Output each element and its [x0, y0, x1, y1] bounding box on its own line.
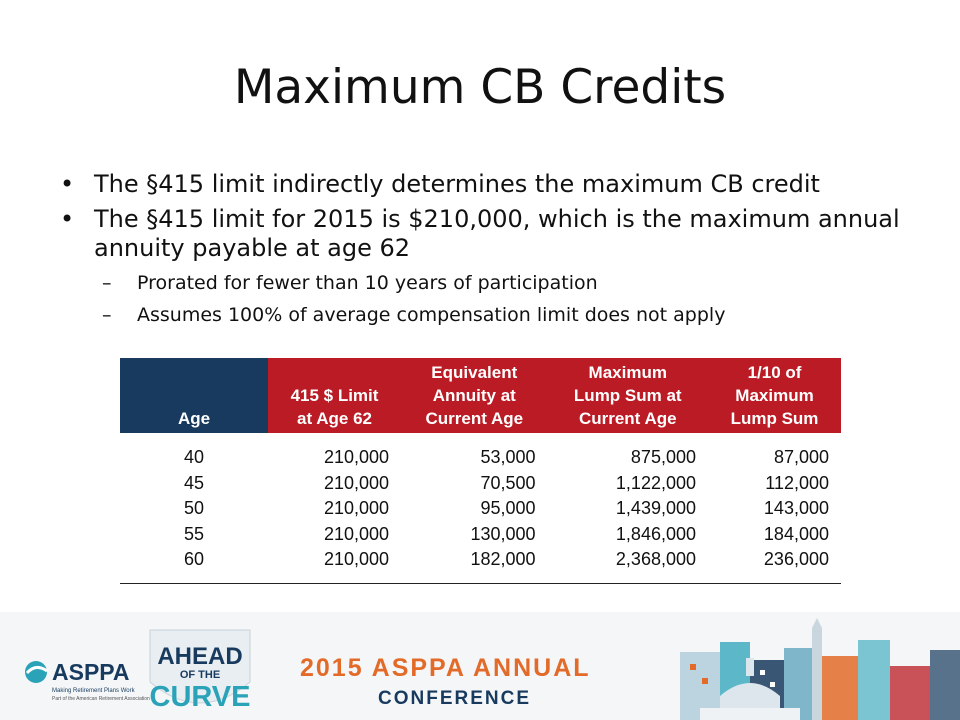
- table-row: [120, 496, 841, 522]
- sub-bullet-item: – Prorated for fewer than 10 years of participation: [60, 271, 900, 295]
- header-line: 1/10 of: [747, 363, 802, 382]
- cell-equivalent-annuity: 95,000: [480, 498, 536, 518]
- header-line: Current Age: [578, 409, 677, 428]
- window: [770, 682, 775, 687]
- cell-equivalent-annuity: 130,000: [470, 523, 536, 544]
- cell-maximum-lump-sum: 1,439,000: [615, 498, 696, 518]
- table-row: [120, 522, 841, 548]
- cell-maximum-lump-sum: 875,000: [630, 447, 696, 467]
- spacer-cell: [120, 433, 841, 445]
- cell-equivalent-annuity: 182,000: [470, 549, 536, 569]
- cell-415-limit: 210,000: [323, 447, 390, 467]
- header-line: Lump Sum: [730, 409, 819, 428]
- conference-footer-banner: [0, 612, 960, 720]
- table-row: [120, 547, 841, 573]
- cell-415-limit: 210,000: [323, 472, 390, 493]
- cell-age: 45: [183, 472, 205, 493]
- asppa-tagline: Making Retirement Plans Work: [52, 688, 135, 694]
- capitol-cupola: [746, 658, 754, 676]
- cell-415-limit: 210,000: [323, 523, 390, 544]
- building: [890, 666, 930, 720]
- washington-skyline-illustration: [680, 618, 960, 720]
- cell-one-tenth-lump-sum: 87,000: [773, 447, 829, 467]
- header-one-tenth-lump-sum: [708, 358, 841, 433]
- window: [702, 678, 708, 684]
- cell-maximum-lump-sum: 1,846,000: [615, 523, 696, 544]
- conference-title: 2015 ASPPA ANNUAL: [300, 654, 591, 682]
- ahead-of-the-curve-logo: [150, 630, 251, 713]
- conference-subtitle: CONFERENCE: [378, 688, 532, 709]
- cell-equivalent-annuity: 70,500: [480, 472, 536, 493]
- header-line: 415 $ Limit: [290, 386, 379, 405]
- of-the-text: OF THE: [179, 669, 221, 681]
- slide-title: Maximum CB Credits: [233, 60, 727, 115]
- table-spacer: [120, 433, 841, 445]
- header-line: Annuity at: [432, 386, 516, 405]
- header-415-limit: [268, 358, 401, 433]
- header-maximum-lump-sum: [548, 358, 708, 433]
- cell-415-limit: 210,000: [323, 549, 390, 569]
- table-row: [120, 445, 841, 471]
- cell-age: 60: [183, 549, 205, 569]
- table-row: [120, 471, 841, 497]
- cell-equivalent-annuity: 53,000: [480, 447, 536, 467]
- capitol-base: [700, 708, 800, 720]
- table-bottom-rule: [120, 573, 841, 584]
- asppa-subtagline: Part of the American Retirement Association: [52, 696, 150, 702]
- bullet-item: • The §415 limit indirectly determines the maximum CB credit: [60, 170, 900, 199]
- cell-one-tenth-lump-sum: 143,000: [763, 498, 829, 518]
- curve-text: CURVE: [149, 681, 251, 713]
- header-line: Maximum: [735, 386, 814, 405]
- bullet-item: • The §415 limit for 2015 is $210,000, which is the maximum annual annuity payable at age 62: [60, 205, 900, 263]
- building: [822, 656, 858, 720]
- header-equivalent-annuity: [401, 358, 548, 433]
- cell-age: 55: [183, 523, 205, 544]
- bullet-list: [60, 170, 900, 335]
- window: [690, 664, 696, 670]
- monument-tip: [812, 618, 822, 628]
- header-line: Equivalent: [431, 363, 518, 382]
- footer-artwork: [0, 612, 960, 720]
- cell-age: 40: [183, 447, 205, 467]
- rule-cell: [120, 573, 841, 584]
- cb-credit-table: [120, 358, 841, 584]
- header-line: Age: [177, 409, 211, 428]
- monument-obelisk: [812, 628, 822, 720]
- cell-maximum-lump-sum: 1,122,000: [615, 472, 696, 493]
- header-line: Current Age: [425, 409, 524, 428]
- building: [930, 650, 960, 720]
- table-header-row: [120, 358, 841, 433]
- asppa-logo: [25, 659, 150, 702]
- window: [760, 670, 765, 675]
- cell-one-tenth-lump-sum: 236,000: [763, 549, 829, 569]
- cell-415-limit: 210,000: [323, 498, 390, 518]
- building: [858, 640, 890, 720]
- sub-bullet-item: – Assumes 100% of average compensation limit does not apply: [60, 303, 900, 327]
- header-line: at Age 62: [297, 409, 372, 428]
- cell-age: 50: [183, 498, 205, 518]
- cell-one-tenth-lump-sum: 112,000: [765, 472, 829, 493]
- cell-maximum-lump-sum: 2,368,000: [615, 549, 696, 569]
- asppa-logo-text: ASPPA: [52, 659, 130, 685]
- ahead-text: AHEAD: [157, 643, 243, 670]
- header-age: [120, 358, 268, 433]
- header-line: Lump Sum at: [573, 386, 682, 405]
- cell-one-tenth-lump-sum: 184,000: [763, 523, 829, 544]
- header-line: Maximum: [588, 363, 667, 382]
